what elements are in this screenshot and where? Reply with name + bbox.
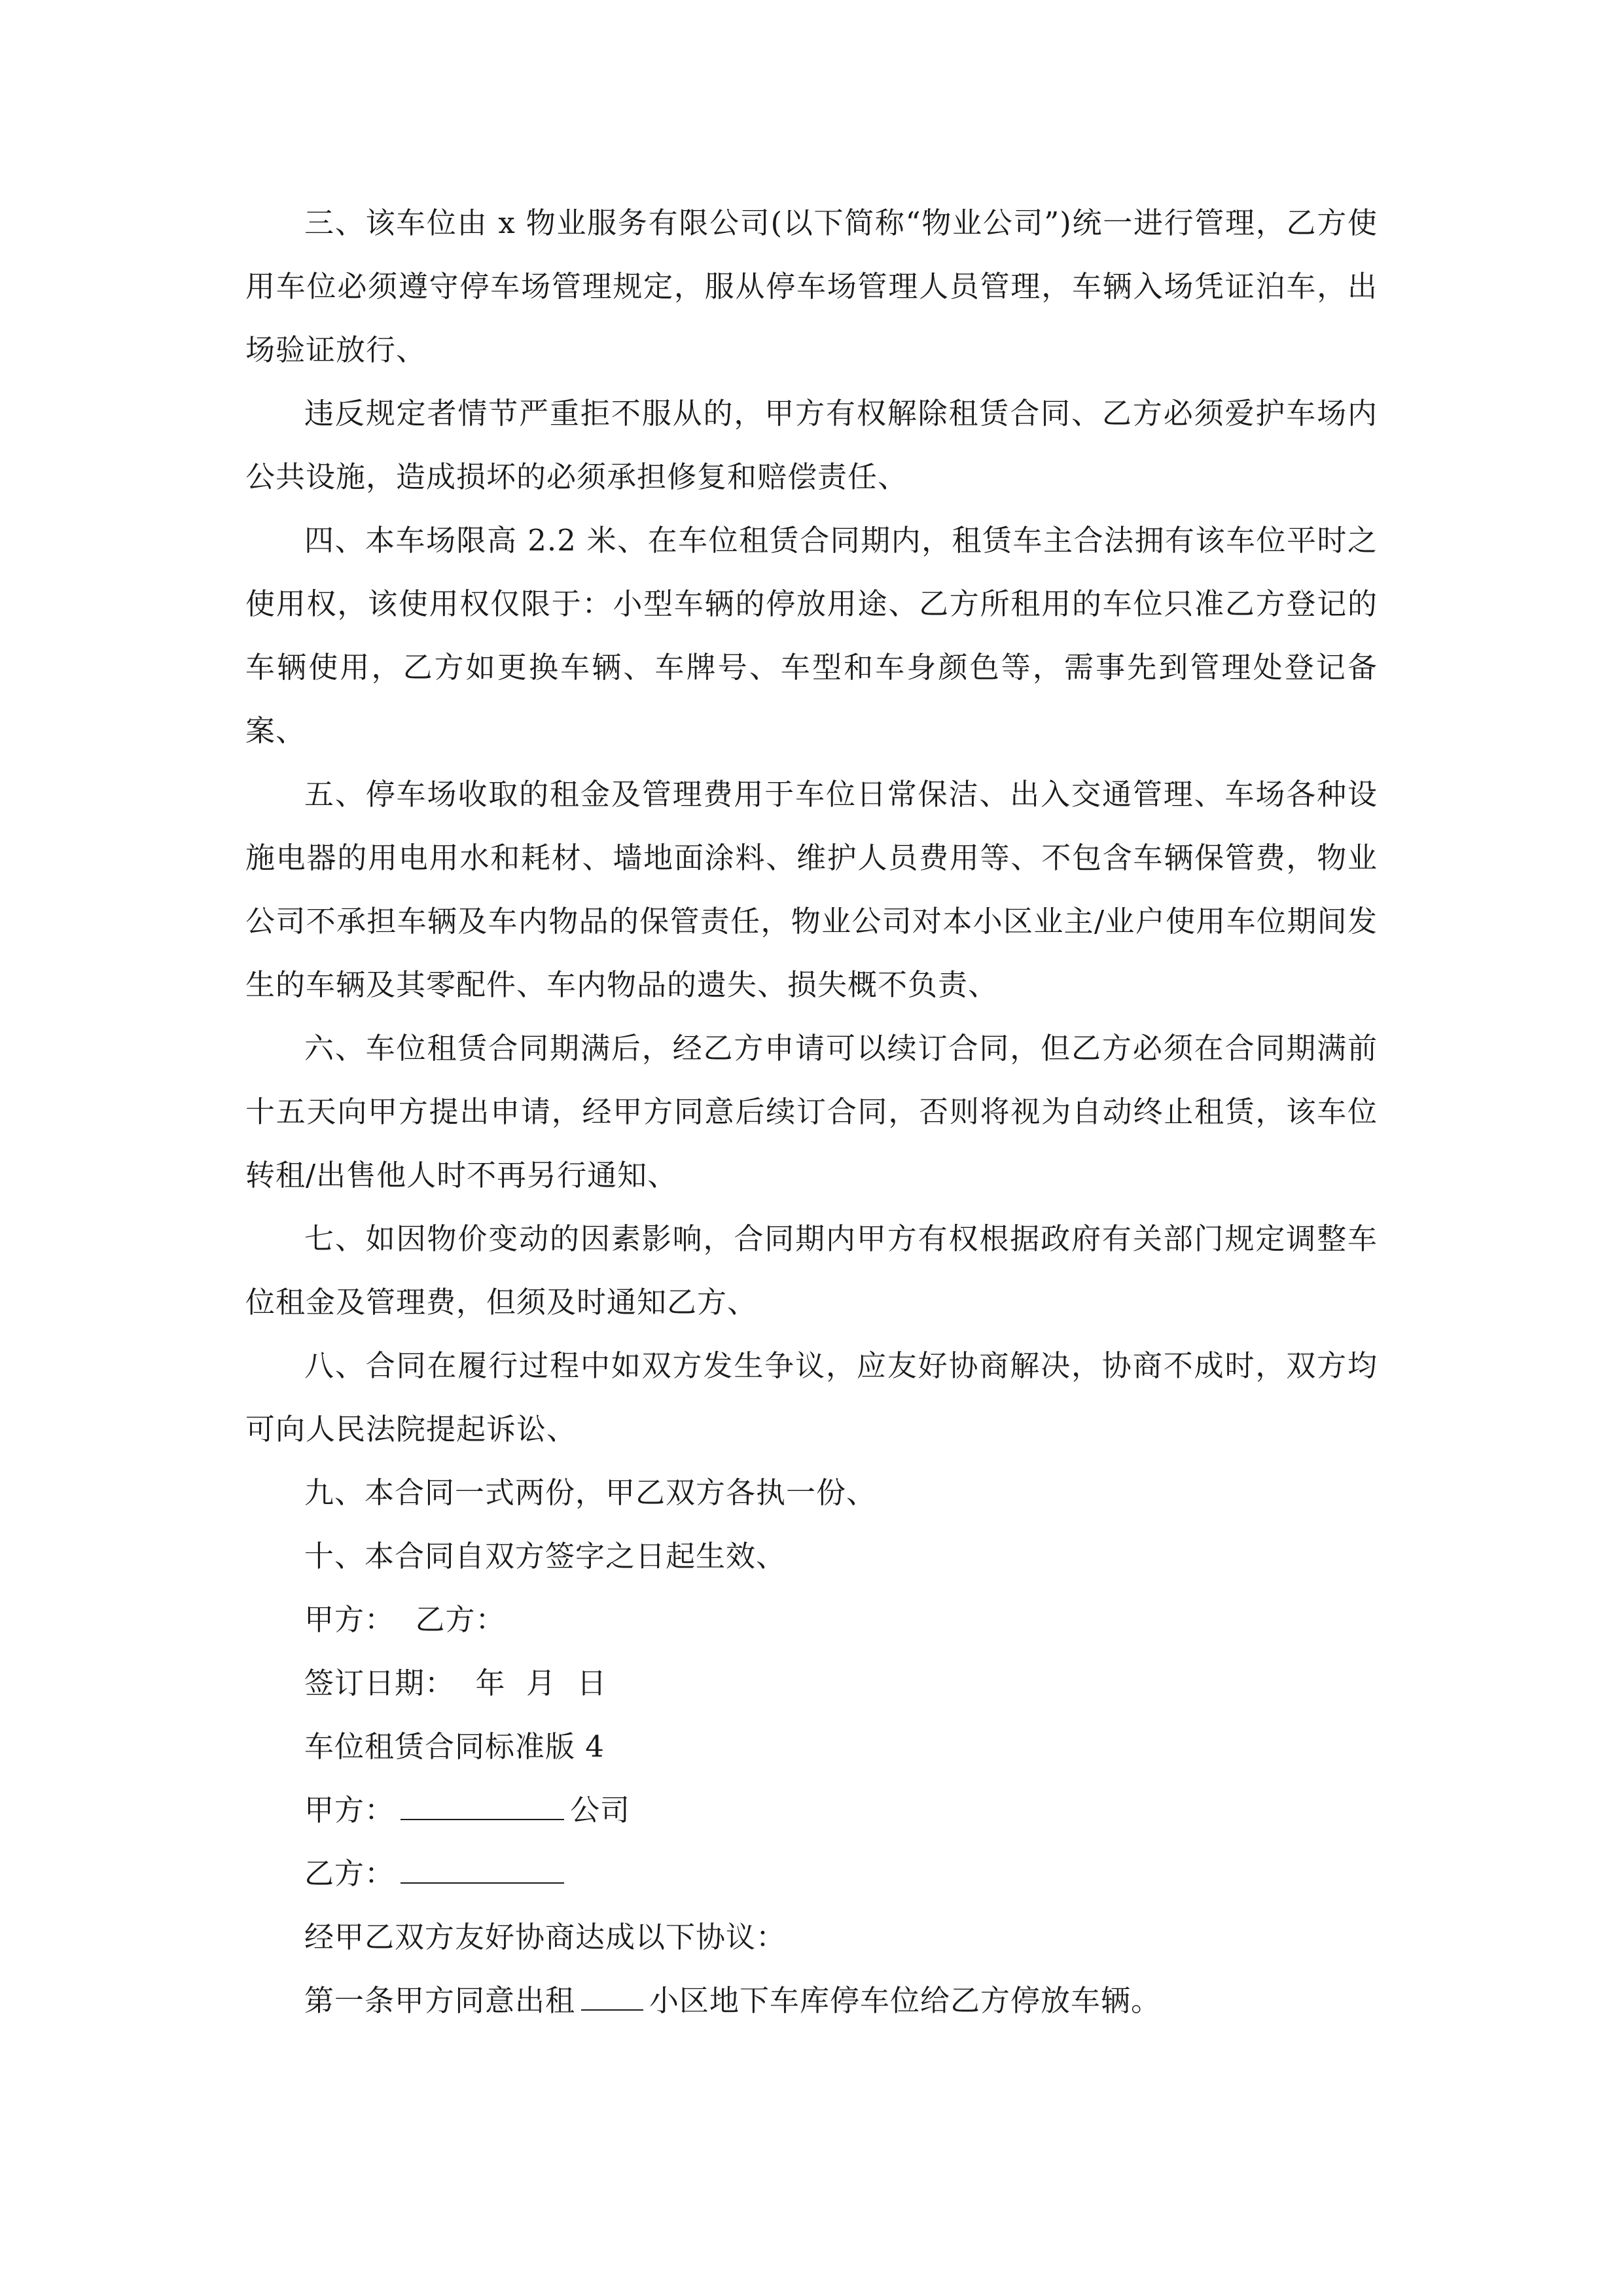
party-b-signature-label: 乙方： bbox=[415, 1602, 506, 1637]
party-a-suffix: 公司 bbox=[570, 1793, 631, 1827]
clause-3: 三、该车位由 x 物业服务有限公司(以下简称“物业公司”)统一进行管理，乙方使用车位必须遵守停车场管理规定，服从停车场管理人员管理，车辆入场凭证泊车，出场验证放行、 bbox=[245, 206, 1378, 367]
clause-3-continued: 违反规定者情节严重拒不服从的，甲方有权解除租赁合同、乙方必须爱护车场内公共设施，造成损坏的必须承担修复和赔偿责任、 bbox=[245, 396, 1378, 494]
clause-7: 七、如因物价变动的因素影响，合同期内甲方有权根据政府有关部门规定调整车位租金及管理费，但须及时通知乙方、 bbox=[245, 1221, 1378, 1319]
clause-6: 六、车位租赁合同期满后，经乙方申请可以续订合同，但乙方必须在合同期满前十五天向甲方提出申请，经甲方同意后续订合同，否则将视为自动终止租赁，该车位转租/出售他人时不再另行通知、 bbox=[245, 1031, 1378, 1193]
sign-day: 日 bbox=[577, 1666, 607, 1700]
next-party-a-label: 甲方： bbox=[304, 1793, 395, 1827]
party-a-blank[interactable] bbox=[401, 1791, 564, 1820]
sign-date-label: 签订日期： bbox=[304, 1666, 455, 1700]
next-party-a-line bbox=[245, 1778, 1378, 1842]
clause-10: 十、本合同自双方签字之日起生效、 bbox=[304, 1539, 787, 1573]
party-b-blank[interactable] bbox=[401, 1854, 564, 1884]
clause-4: 四、本车场限高 2.2 米、在车位租赁合同期内，租赁车主合法拥有该车位平时之使用权，该使用权仅限于：小型车辆的停放用途、乙方所租用的车位只准乙方登记的车辆使用，乙方如更换车辆、车牌号、车型和车身颜色等，需事先到管理处登记备案、 bbox=[245, 523, 1378, 748]
clause-9: 九、本合同一式两份，甲乙双方各执一份、 bbox=[304, 1475, 877, 1510]
agreement-intro: 经甲乙双方友好协商达成以下协议： bbox=[304, 1920, 787, 1954]
community-name-blank[interactable] bbox=[581, 1981, 643, 2011]
next-party-b-line bbox=[245, 1842, 1378, 1905]
sign-date-line bbox=[245, 1651, 1378, 1715]
sign-year: 年 bbox=[475, 1666, 506, 1700]
contract-body bbox=[245, 191, 1378, 2032]
sign-month: 月 bbox=[526, 1666, 557, 1700]
party-a-signature-label: 甲方： bbox=[304, 1602, 395, 1637]
clause-5: 五、停车场收取的租金及管理费用于车位日常保洁、出入交通管理、车场各种设施电器的用电用水和耗材、墙地面涂料、维护人员费用等、不包含车辆保管费，物业公司不承担车辆及车内物品的保管责任，物业公司对本小区业主/业户使用车位期间发生的车辆及其零配件、车内物品的遗失、损失概不负责、 bbox=[245, 777, 1378, 1002]
next-contract-title: 车位租赁合同标准版 4 bbox=[304, 1729, 605, 1764]
article-1-before: 第一条甲方同意出租 bbox=[304, 1983, 576, 2018]
next-party-b-label: 乙方： bbox=[304, 1856, 395, 1891]
article-1-after: 小区地下车库停车位给乙方停放车辆。 bbox=[649, 1983, 1162, 2018]
clause-8: 八、合同在履行过程中如双方发生争议，应友好协商解决，协商不成时，双方均可向人民法院提起诉讼、 bbox=[245, 1348, 1378, 1446]
article-1-line bbox=[245, 1969, 1378, 2032]
signature-line bbox=[245, 1588, 1378, 1651]
